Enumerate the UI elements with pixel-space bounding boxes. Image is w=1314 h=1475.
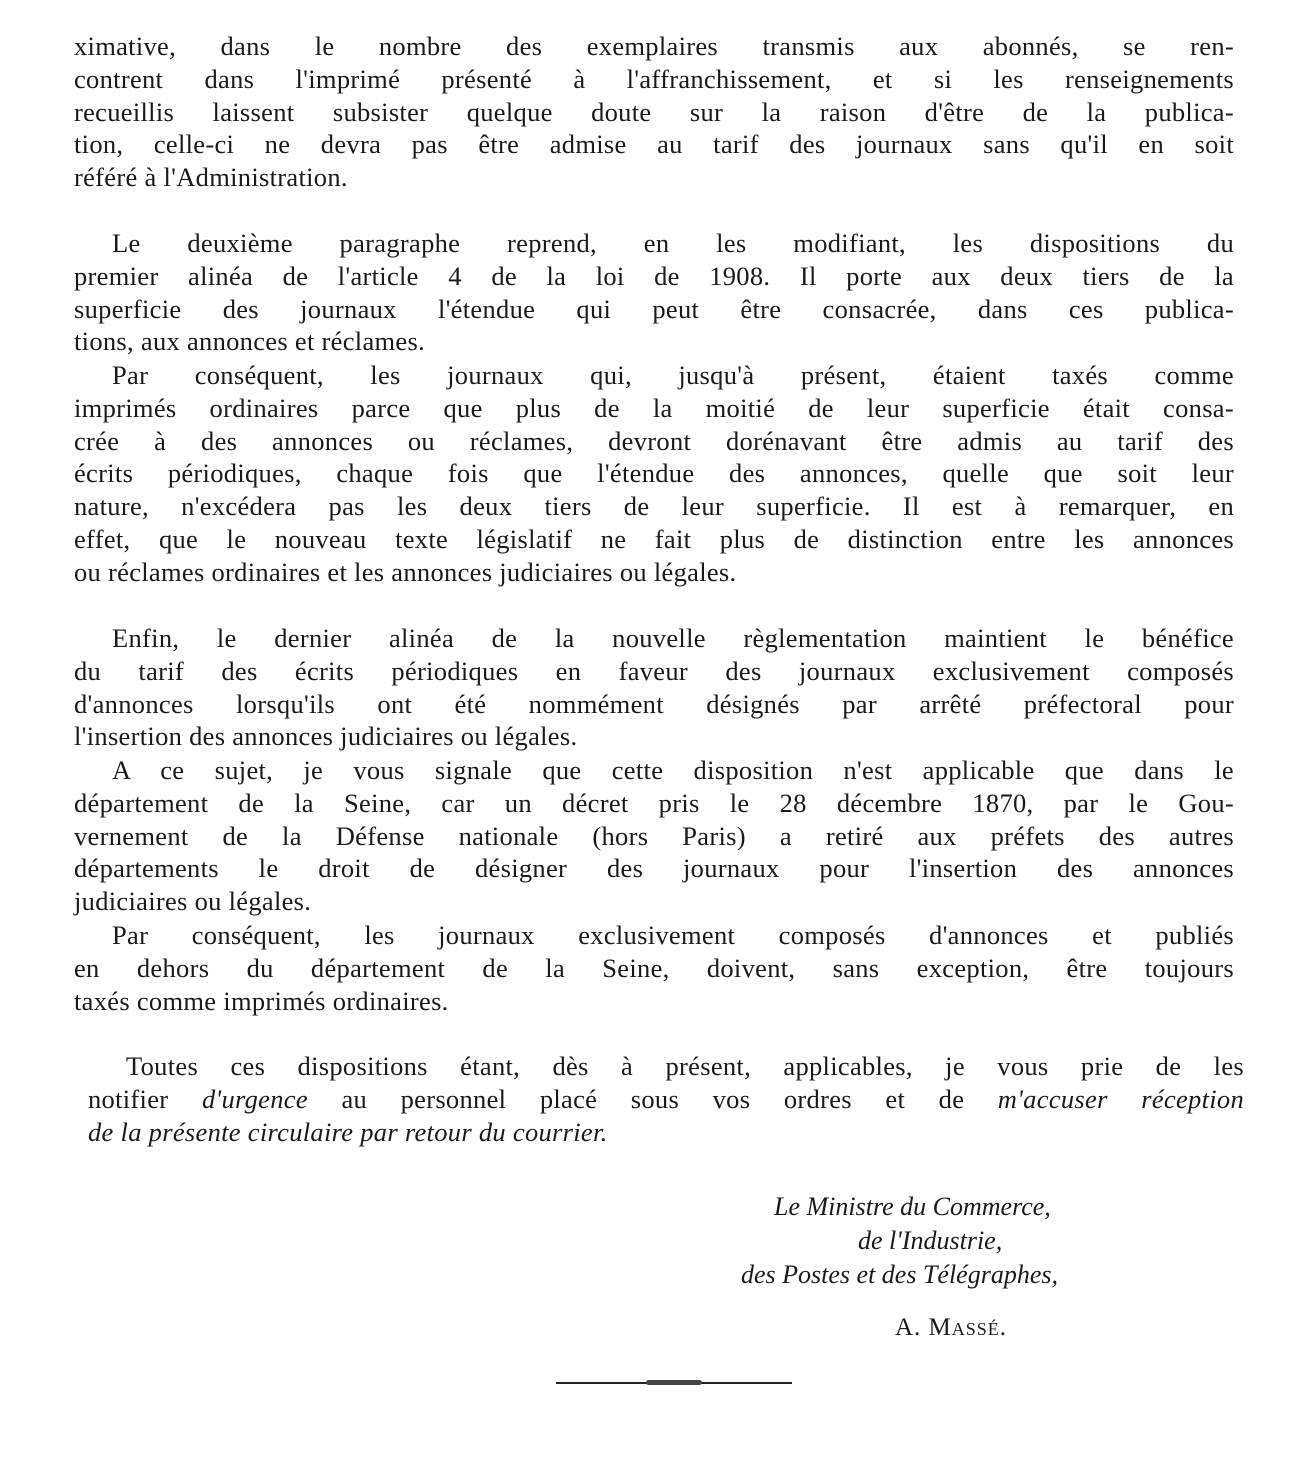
text-line: l'insertion des annonces judiciaires ou légales. [74, 721, 578, 752]
text-line: Toutes ces dispositions étant, dès à présent, applicables, je vous prie de les [126, 1051, 1244, 1081]
text-line: nature, n'excédera pas les deux tiers de leur superficie. Il est à remarquer, en [74, 491, 1234, 522]
text-line: en dehors du département de la Seine, doivent, sans exception, être toujours [74, 952, 1234, 983]
text-line: judiciaires ou légales. [74, 886, 312, 917]
text-line: ximative, dans le nombre des exemplaires transmis aux abonnés, se ren- [74, 31, 1234, 61]
end-rule-ornament [556, 1382, 792, 1384]
text-line: Par conséquent, les journaux qui, jusqu'à présent, étaient taxés comme [112, 360, 1234, 390]
emphasis-accuser-reception: m'accuser réception [997, 1083, 1244, 1114]
text-line: recueillis laissent subsister quelque doute sur la raison d'être de la publica- [74, 96, 1234, 127]
text-line: département de la Seine, car un décret pris le 28 décembre 1870, par le Gou- [74, 787, 1234, 818]
text-line: Par conséquent, les journaux exclusivement composés d'annonces et publiés [112, 920, 1234, 950]
text-line: Enfin, le dernier alinéa de la nouvelle règlementation maintient le bénéfice [112, 623, 1234, 653]
paragraph-par-consequent-2 [74, 919, 1234, 1017]
text-line: superficie des journaux l'étendue qui peut être consacrée, dans ces publica- [74, 293, 1234, 324]
text-fragment: au personnel placé sous vos ordres et de [307, 1083, 998, 1114]
text-line: A ce sujet, je vous signale que cette disposition n'est applicable que dans le [112, 755, 1234, 785]
text-fragment: notifier [88, 1083, 202, 1114]
text-line: crée à des annonces ou réclames, devront dorénavant être admis au tarif des [74, 425, 1234, 456]
text-line: tion, celle-ci ne devra pas être admise au tarif des journaux sans qu'il en soit [74, 129, 1234, 160]
text-line: ou réclames ordinaires et les annonces judiciaires ou légales. [74, 556, 737, 587]
text-line: référé à l'Administration. [74, 162, 348, 193]
text-line: effet, que le nouveau texte législatif ne fait plus de distinction entre les annonces [74, 523, 1234, 554]
paragraph-deuxieme [74, 227, 1234, 358]
text-line: départements le droit de désigner des journaux pour l'insertion des annonces [74, 853, 1234, 884]
paragraph-closing [88, 1050, 1244, 1148]
text-line: tions, aux annonces et réclames. [74, 326, 426, 357]
text-line-italic: de la présente circulaire par retour du courrier. [88, 1116, 608, 1147]
text-line: taxés comme imprimés ordinaires. [74, 985, 449, 1016]
text-line: contrent dans l'imprimé présenté à l'affranchissement, et si les renseignements [74, 63, 1234, 94]
text-line: écrits périodiques, chaque fois que l'étendue des annonces, quelle que soit leur [74, 458, 1234, 489]
text-line: imprimés ordinaires parce que plus de la moitié de leur superficie était consa- [74, 392, 1234, 423]
paragraph-enfin [74, 622, 1234, 753]
text-line: du tarif des écrits périodiques en faveur des journaux exclusivement composés [74, 655, 1234, 686]
text-line: Le deuxième paragraphe reprend, en les modifiant, les dispositions du [112, 228, 1234, 258]
signature-title-line: Le Ministre du Commerce, [774, 1192, 1051, 1221]
text-line: vernement de la Défense nationale (hors Paris) a retiré aux préfets des autres [74, 820, 1234, 851]
text-line-mixed [88, 1083, 1244, 1116]
signature-name: A. Massé. [895, 1314, 1008, 1341]
signature-title-line: des Postes et des Télégraphes, [741, 1260, 1059, 1289]
paragraph-par-consequent [74, 359, 1234, 589]
paragraph-a-ce-sujet [74, 754, 1234, 918]
text-line: d'annonces lorsqu'ils ont été nommément désignés par arrêté préfectoral pour [74, 688, 1234, 719]
text-line: premier alinéa de l'article 4 de la loi de 1908. Il porte aux deux tiers de la [74, 260, 1234, 291]
emphasis-urgence: d'urgence [201, 1083, 308, 1114]
signature-title-line: de l'Industrie, [858, 1226, 1003, 1255]
paragraph-continuation [74, 30, 1234, 194]
